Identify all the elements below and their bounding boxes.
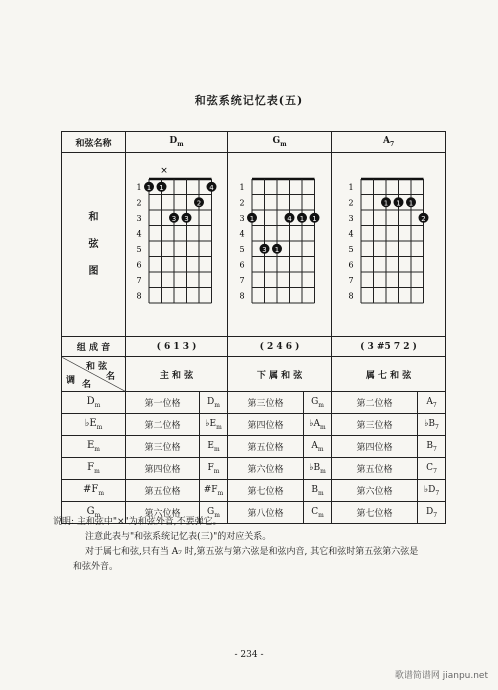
fret-number: 3 bbox=[238, 213, 245, 223]
position-subdominant: 第七位格 bbox=[228, 480, 304, 502]
chord-name-a7: $A_7$ bbox=[332, 132, 446, 153]
fret-number: 4 bbox=[238, 229, 245, 239]
position-subdominant: 第三位格 bbox=[228, 392, 304, 414]
fret-number: 2 bbox=[238, 198, 245, 208]
fret-number: 3 bbox=[347, 213, 354, 223]
chord-dominant7: $♭B_7$ bbox=[418, 414, 446, 436]
composition-dm: ( 6 1 3 ) bbox=[126, 337, 228, 357]
position-subdominant: 第六位格 bbox=[228, 458, 304, 480]
note-line: 说明: 主和弦中"×"为和弦外音,不要弹它。 bbox=[53, 517, 222, 527]
fret-number: 3 bbox=[135, 213, 142, 223]
finger-number: 4 bbox=[208, 183, 214, 192]
note-line: 对于属七和弦,只有当 A₇ 时,第五弦与第六弦是和弦内音, 其它和弦时第五弦第六弦是 bbox=[85, 547, 419, 557]
finger-number: 3 bbox=[183, 214, 189, 223]
fret-number: 6 bbox=[347, 260, 354, 270]
finger-number: 1 bbox=[146, 183, 151, 192]
fret-number: 5 bbox=[135, 244, 142, 254]
position-dominant7: 第三位格 bbox=[332, 414, 418, 436]
finger-number: 3 bbox=[171, 214, 176, 223]
finger-number: 1 bbox=[383, 199, 388, 208]
composition-a7: ( 3 #5 7 2 ) bbox=[332, 337, 446, 357]
muted-marker: × bbox=[159, 166, 168, 176]
chord-subdominant: $A_m$ bbox=[304, 436, 332, 458]
chord-diagram-cell bbox=[332, 153, 446, 337]
finger-number: 2 bbox=[196, 199, 201, 208]
chord-name-dm: $D_m$ bbox=[126, 132, 228, 153]
chord-tonic: $\#F_m$ bbox=[200, 480, 228, 502]
header-label: 和弦名称 bbox=[62, 132, 126, 153]
position-tonic: 第六位格 bbox=[126, 502, 200, 524]
fret-number: 4 bbox=[135, 229, 142, 239]
chord-name-gm: $G_m$ bbox=[228, 132, 332, 153]
fret-number: 6 bbox=[238, 260, 245, 270]
page-number: - 234 - bbox=[234, 650, 264, 660]
fret-number: 1 bbox=[238, 182, 245, 192]
fret-number: 6 bbox=[135, 260, 142, 270]
chord-diagram-dm bbox=[127, 153, 227, 333]
col-subdominant: 下 属 和 弦 bbox=[228, 357, 332, 392]
finger-number: 1 bbox=[395, 199, 401, 208]
fret-number: 4 bbox=[347, 229, 354, 239]
key-name: $D_m$ bbox=[62, 392, 126, 414]
fret-number: 7 bbox=[238, 275, 245, 285]
key-name: $E_m$ bbox=[62, 436, 126, 458]
chord-diagram-cell bbox=[228, 153, 332, 337]
position-tonic: 第五位格 bbox=[126, 480, 200, 502]
position-tonic: 第三位格 bbox=[126, 436, 200, 458]
position-dominant7: 第五位格 bbox=[332, 458, 418, 480]
fret-number: 7 bbox=[347, 275, 354, 285]
watermark: 歌谱简谱网 jianpu.net bbox=[394, 671, 488, 681]
position-dominant7: 第七位格 bbox=[332, 502, 418, 524]
key-name: $♭E_m$ bbox=[62, 414, 126, 436]
finger-number: 1 bbox=[158, 183, 164, 192]
key-name: $\#F_m$ bbox=[62, 480, 126, 502]
row-label-char: 弦 bbox=[88, 239, 99, 250]
chord-subdominant: $G_m$ bbox=[304, 392, 332, 414]
chord-diagram-a7 bbox=[339, 153, 439, 333]
fret-number: 8 bbox=[135, 291, 142, 301]
chord-tonic: $♭E_m$ bbox=[200, 414, 228, 436]
chord-subdominant: $♭B_m$ bbox=[304, 458, 332, 480]
chord-tonic: $D_m$ bbox=[200, 392, 228, 414]
notes bbox=[53, 515, 473, 575]
col-dominant7: 属 七 和 弦 bbox=[332, 357, 446, 392]
fret-number: 5 bbox=[347, 244, 354, 254]
page-title: 和弦系统记忆表(五) bbox=[194, 94, 304, 107]
position-tonic: 第一位格 bbox=[126, 392, 200, 414]
table-row bbox=[62, 392, 446, 414]
fret-number: 8 bbox=[347, 291, 354, 301]
note-line: 和弦外音。 bbox=[73, 562, 119, 572]
chord-subdominant: $B_m$ bbox=[304, 480, 332, 502]
diag-label-key: 调 bbox=[66, 376, 76, 386]
position-dominant7: 第二位格 bbox=[332, 392, 418, 414]
diag-label-name: 名 bbox=[82, 380, 92, 390]
position-subdominant: 第八位格 bbox=[228, 502, 304, 524]
finger-number: 4 bbox=[286, 214, 292, 223]
table-row bbox=[62, 436, 446, 458]
chord-subdominant: $♭A_m$ bbox=[304, 414, 332, 436]
finger-number: 1 bbox=[249, 214, 254, 223]
chord-diagram-cell bbox=[126, 153, 228, 337]
fret-number: 7 bbox=[135, 275, 142, 285]
chord-dominant7: $C_7$ bbox=[418, 458, 446, 480]
position-tonic: 第二位格 bbox=[126, 414, 200, 436]
col-tonic: 主 和 弦 bbox=[126, 357, 228, 392]
finger-number: 3 bbox=[261, 245, 267, 254]
chord-dominant7: $♭D_7$ bbox=[418, 480, 446, 502]
note-line: 注意此表与"和弦系统记忆表(三)"的对应关系。 bbox=[85, 532, 272, 542]
chord-dominant7: $B_7$ bbox=[418, 436, 446, 458]
chord-dominant7: $A_7$ bbox=[418, 392, 446, 414]
fret-number: 2 bbox=[135, 198, 142, 208]
composition-label: 组 成 音 bbox=[62, 337, 126, 357]
chord-tonic: $E_m$ bbox=[200, 436, 228, 458]
diag-label-name2: 名 bbox=[106, 372, 116, 382]
diagonal-header bbox=[62, 357, 126, 392]
chord-tonic: $F_m$ bbox=[200, 458, 228, 480]
chord-subdominant: $C_m$ bbox=[304, 502, 332, 524]
row-label-diagram bbox=[62, 153, 126, 337]
fret-number: 5 bbox=[238, 244, 245, 254]
finger-number: 1 bbox=[408, 199, 413, 208]
fret-number: 8 bbox=[238, 291, 245, 301]
fret-number: 2 bbox=[347, 198, 354, 208]
finger-number: 1 bbox=[299, 214, 304, 223]
finger-number: 2 bbox=[420, 214, 426, 223]
fret-number: 1 bbox=[347, 182, 354, 192]
position-subdominant: 第四位格 bbox=[228, 414, 304, 436]
table-row bbox=[62, 458, 446, 480]
chord-table bbox=[61, 131, 446, 524]
table-row bbox=[62, 480, 446, 502]
position-tonic: 第四位格 bbox=[126, 458, 200, 480]
fret-number: 1 bbox=[135, 182, 142, 192]
position-dominant7: 第四位格 bbox=[332, 436, 418, 458]
chord-tonic: $G_m$ bbox=[200, 502, 228, 524]
composition-gm: ( 2 4 6 ) bbox=[228, 337, 332, 357]
position-dominant7: 第六位格 bbox=[332, 480, 418, 502]
key-name: $G_m$ bbox=[62, 502, 126, 524]
chord-diagram-gm bbox=[230, 153, 330, 333]
diag-label-chord: 和 弦 bbox=[86, 362, 108, 372]
row-label-char: 图 bbox=[88, 266, 99, 277]
finger-number: 1 bbox=[311, 214, 317, 223]
table-row bbox=[62, 414, 446, 436]
chord-dominant7: $D_7$ bbox=[418, 502, 446, 524]
row-label-char: 和 bbox=[88, 212, 99, 223]
position-subdominant: 第五位格 bbox=[228, 436, 304, 458]
key-name: $F_m$ bbox=[62, 458, 126, 480]
finger-number: 1 bbox=[274, 245, 279, 254]
